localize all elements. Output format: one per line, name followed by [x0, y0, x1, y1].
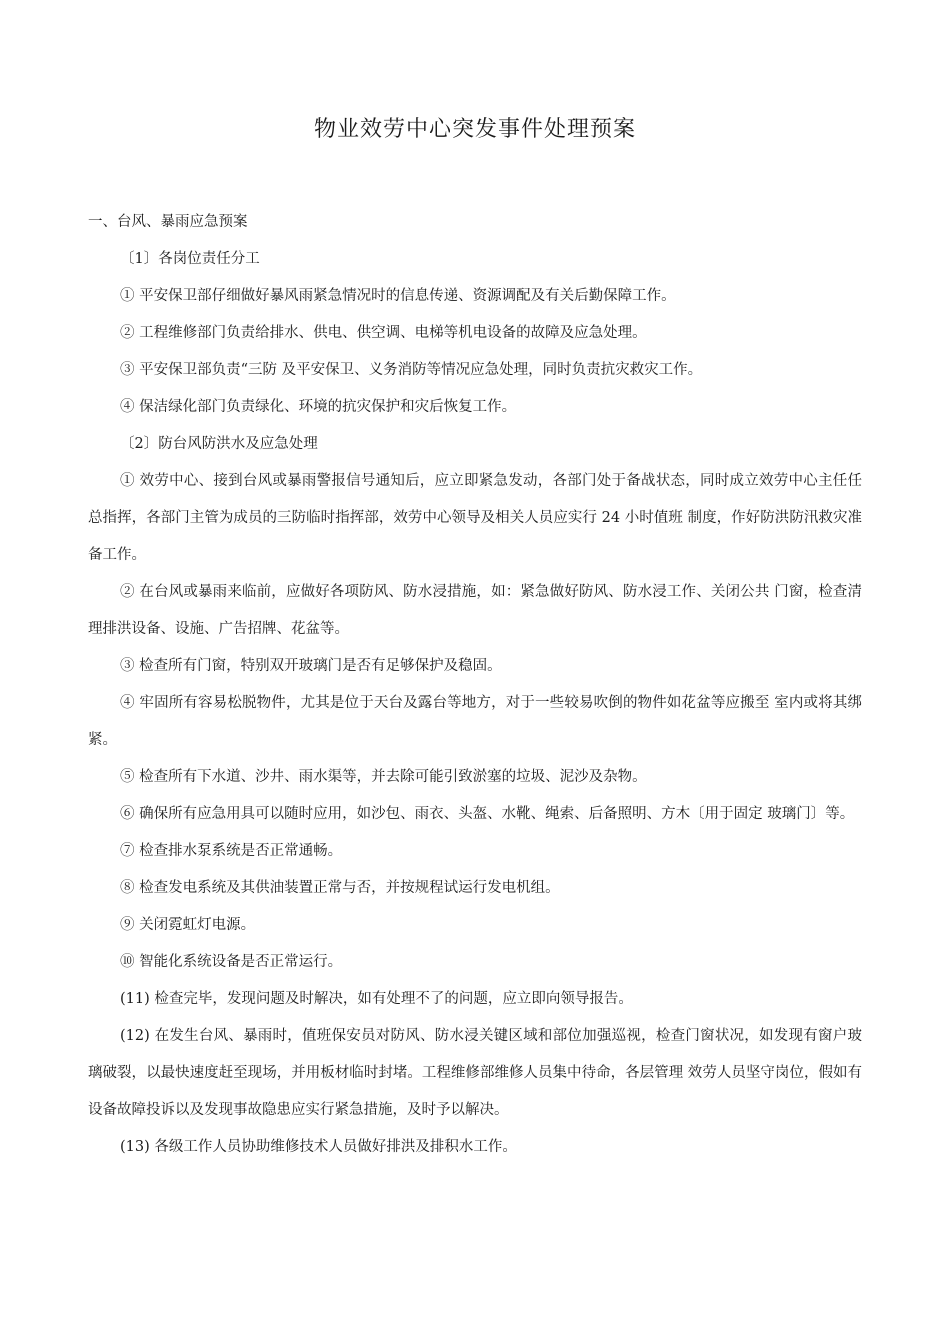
list-item: ⑦ 检查排水泵系统是否正常通畅。 — [120, 843, 343, 859]
list-item: ④ 牢固所有容易松脱物件，尤其是位于天台及露台等地方，对于一些较易吹倒的物件如花盆等应搬至 室内或将其绑紧。 — [88, 695, 862, 748]
document-body — [88, 204, 862, 1166]
list-item: ② 在台风或暴雨来临前，应做好各项防风、防水浸措施，如：紧急做好防风、防水浸工作、关闭公共 门窗，检查清理排洪设备、设施、广告招牌、花盆等。 — [88, 584, 862, 637]
subsection-heading: 〔2〕防台风防洪水及应急处理 — [120, 436, 318, 452]
list-item: ② 工程维修部门负责给排水、供电、供空调、电梯等机电设备的故障及应急处理。 — [120, 325, 647, 341]
list-item: ⑧ 检查发电系统及其供油装置正常与否，并按规程试运行发电机组。 — [120, 880, 560, 896]
section-heading: 一、台风、暴雨应急预案 — [88, 214, 248, 230]
list-item: ⑨ 关闭霓虹灯电源。 — [120, 917, 256, 933]
list-item: ⑥ 确保所有应急用具可以随时应用，如沙包、雨衣、头盔、水靴、绳索、后备照明、方木〔用于固定 玻璃门〕等。 — [120, 806, 855, 822]
list-item: (13) 各级工作人员协助维修技术人员做好排洪及排积水工作。 — [120, 1139, 517, 1155]
document-title: 物业效劳中心突发事件处理预案 — [313, 117, 636, 142]
list-item: ③ 平安保卫部负责“三防 及平安保卫、义务消防等情况应急处理，同时负责抗灾救灾工作。 — [120, 362, 703, 378]
list-item: (11) 检查完毕，发现问题及时解决，如有处理不了的问题，应立即向领导报告。 — [120, 991, 633, 1007]
list-item: ① 平安保卫部仔细做好暴风雨紧急情况时的信息传递、资源调配及有关后勤保障工作。 — [120, 288, 676, 304]
list-item: ③ 检查所有门窗，特别双开玻璃门是否有足够保护及稳固。 — [120, 658, 502, 674]
list-item: (12) 在发生台风、暴雨时，值班保安员对防风、防水浸关键区域和部位加强巡视，检查门窗状况，如发现有窗户玻璃破裂，以最快速度赶至现场，并用板材临时封堵。工程维修部维修人员集中待命，各层管理 效劳人员坚守岗位，假如有设备故障投诉以及发现事故隐患应实行紧急措施，及时予以解决。 — [88, 1028, 862, 1118]
list-item: ① 效劳中心、接到台风或暴雨警报信号通知后，应立即紧急发动，各部门处于备战状态，同时成立效劳中心主任任总指挥，各部门主管为成员的三防临时指挥部，效劳中心领导及相关人员应实行 24 小时值班 制度，作好防洪防汛救灾准备工作。 — [88, 473, 862, 563]
list-item: ⑩ 智能化系统设备是否正常运行。 — [120, 954, 343, 970]
list-item: ④ 保洁绿化部门负责绿化、环境的抗灾保护和灾后恢复工作。 — [120, 399, 517, 415]
subsection-heading: 〔1〕各岗位责任分工 — [120, 251, 260, 267]
list-item: ⑤ 检查所有下水道、沙井、雨水渠等，并去除可能引致淤塞的垃圾、泥沙及杂物。 — [120, 769, 647, 785]
